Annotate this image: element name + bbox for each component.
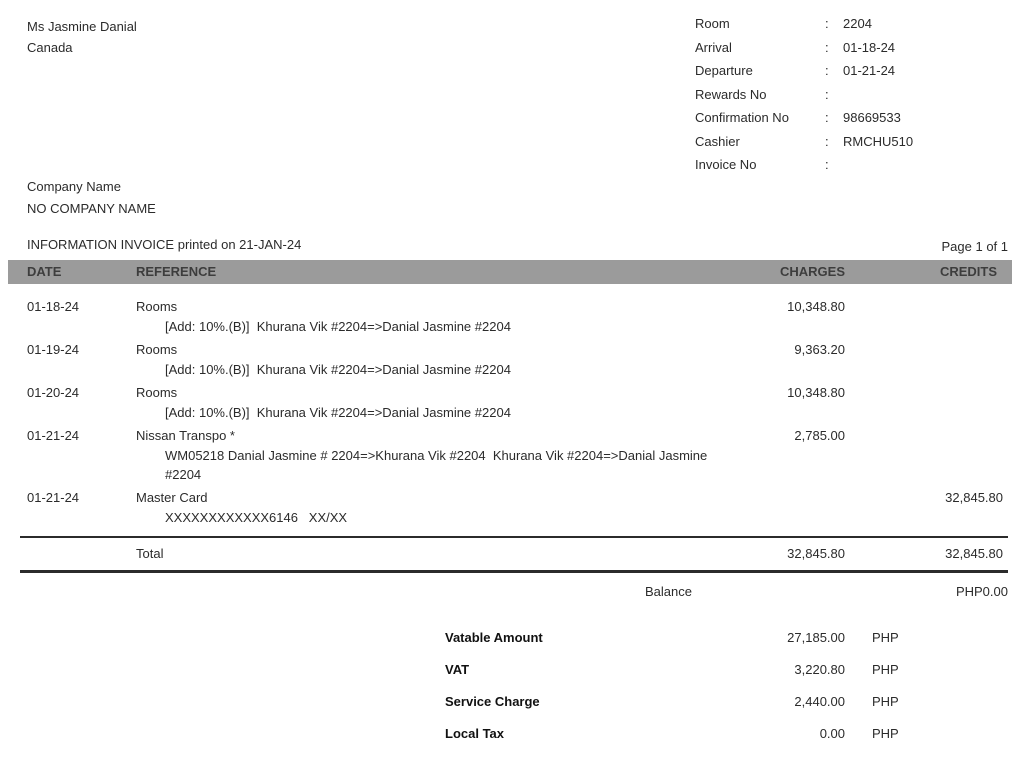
table-row	[0, 299, 1020, 336]
company-block	[27, 176, 156, 220]
stay-row-invoice-no	[695, 153, 913, 177]
stay-row-confirmation	[695, 106, 913, 130]
separator: :	[825, 133, 829, 149]
total-bottom-rule	[20, 570, 1008, 573]
summary-row-local-tax	[0, 726, 1020, 758]
row-date: 01-18-24	[27, 299, 80, 314]
total-credits: 32,845.80	[945, 546, 1003, 561]
row-detail: [Add: 10%.(B)] Khurana Vik #2204=>Danial Jasmine #2204	[165, 319, 511, 334]
departure-value: 01-21-24	[843, 63, 896, 79]
confirmation-label: Confirmation No	[695, 110, 789, 126]
total-row	[0, 546, 1020, 564]
stay-row-room	[695, 12, 913, 36]
invoice-no-label: Invoice No	[695, 157, 757, 173]
room-label: Room	[695, 16, 730, 32]
table-row	[0, 428, 1020, 484]
local-tax-value: 0.00	[819, 726, 845, 741]
stay-row-departure	[695, 59, 913, 83]
row-reference: Master Card	[136, 490, 208, 505]
guest-block	[27, 16, 137, 58]
confirmation-value: 98669533	[843, 110, 901, 126]
separator: :	[825, 16, 829, 32]
table-row	[0, 490, 1020, 527]
table-row	[0, 342, 1020, 379]
rewards-label: Rewards No	[695, 86, 767, 102]
column-header-date: DATE	[27, 264, 62, 279]
vatable-amount-value: 27,185.00	[787, 630, 845, 645]
printed-date: printed on 21-JAN-24	[177, 237, 302, 252]
total-charges: 32,845.80	[787, 546, 845, 561]
table-row	[0, 385, 1020, 422]
row-charges: 2,785.00	[794, 428, 845, 443]
row-date: 01-19-24	[27, 342, 80, 357]
balance-value: PHP0.00	[955, 584, 1008, 599]
cashier-value: RMCHU510	[843, 133, 914, 149]
row-date: 01-21-24	[27, 428, 80, 443]
row-date: 01-20-24	[27, 385, 80, 400]
row-detail: [Add: 10%.(B)] Khurana Vik #2204=>Danial Jasmine #2204	[165, 362, 511, 377]
row-charges: 9,363.20	[794, 342, 845, 357]
guest-name: Ms Jasmine Danial	[27, 19, 137, 34]
invoice-title-line	[27, 237, 301, 252]
tax-summary	[0, 630, 1020, 758]
summary-row-service-charge	[0, 694, 1020, 726]
separator: :	[825, 39, 829, 55]
row-date: 01-21-24	[27, 490, 80, 505]
column-header-credits: CREDITS	[939, 264, 997, 279]
balance-label: Balance	[645, 584, 692, 599]
row-credits: 32,845.80	[945, 490, 1003, 505]
row-reference: Rooms	[136, 385, 178, 400]
company-label: Company Name	[27, 179, 121, 194]
separator: :	[825, 110, 829, 126]
service-charge-value: 2,440.00	[794, 694, 845, 709]
arrival-value: 01-18-24	[843, 39, 896, 55]
arrival-label: Arrival	[695, 39, 732, 55]
service-charge-label: Service Charge	[445, 694, 540, 709]
row-detail: WM05218 Danial Jasmine # 2204=>Khurana Vik #2204 Khurana Vik #2204=>Danial Jasmine #2204	[165, 448, 711, 482]
vat-value: 3,220.80	[794, 662, 845, 677]
row-charges: 10,348.80	[787, 299, 845, 314]
row-detail: [Add: 10%.(B)] Khurana Vik #2204=>Danial Jasmine #2204	[165, 405, 511, 420]
table-body	[0, 299, 1020, 533]
vatable-amount-label: Vatable Amount	[445, 630, 543, 645]
vat-currency: PHP	[872, 662, 899, 677]
stay-row-cashier	[695, 130, 913, 154]
column-header-reference: REFERENCE	[136, 264, 217, 279]
separator: :	[825, 86, 829, 102]
cashier-label: Cashier	[695, 133, 740, 149]
summary-row-vatable-amount	[0, 630, 1020, 662]
total-label: Total	[136, 546, 164, 561]
row-charges: 10,348.80	[787, 385, 845, 400]
row-detail: XXXXXXXXXXXX6146 XX/XX	[165, 510, 348, 525]
stay-row-rewards	[695, 83, 913, 107]
stay-row-arrival	[695, 36, 913, 60]
row-reference: Rooms	[136, 299, 178, 314]
stay-info-block	[695, 12, 913, 177]
vat-label: VAT	[445, 662, 470, 677]
service-charge-currency: PHP	[872, 694, 899, 709]
page-indicator: Page 1 of 1	[941, 239, 1008, 254]
row-reference: Rooms	[136, 342, 178, 357]
invoice-title: INFORMATION INVOICE	[27, 237, 175, 252]
row-reference: Nissan Transpo *	[136, 428, 235, 443]
total-top-rule	[20, 536, 1008, 538]
departure-label: Departure	[695, 63, 753, 79]
table-header-bar	[8, 260, 1012, 284]
local-tax-currency: PHP	[872, 726, 899, 741]
room-value: 2204	[843, 16, 872, 32]
separator: :	[825, 157, 829, 173]
local-tax-label: Local Tax	[445, 726, 505, 741]
vatable-amount-currency: PHP	[872, 630, 899, 645]
summary-row-vat	[0, 662, 1020, 694]
balance-row	[0, 584, 1020, 602]
separator: :	[825, 63, 829, 79]
company-name: NO COMPANY NAME	[27, 201, 156, 216]
column-header-charges: CHARGES	[779, 264, 845, 279]
guest-country: Canada	[27, 40, 73, 55]
